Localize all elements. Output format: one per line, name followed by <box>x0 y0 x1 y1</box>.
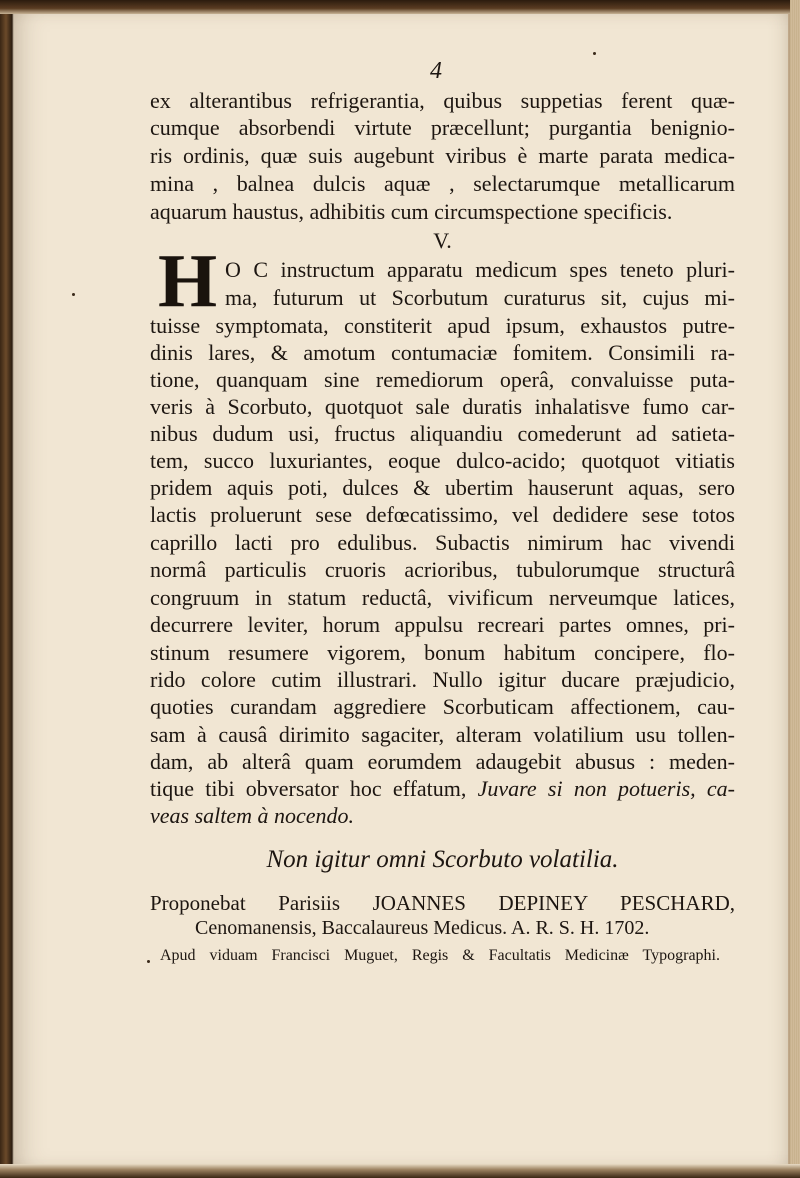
roman-text: tique tibi obversator hoc effatum, <box>150 776 467 801</box>
text-line: cumque absorbendi virtute præcellunt; purgantia benignio- <box>150 115 735 140</box>
text-line: veris à Scorbuto, quotquot sale duratis inhalatisve fumo car- <box>150 394 735 419</box>
ink-speck <box>147 960 150 963</box>
italic-maxim: Juvare si non potueris, ca- <box>477 776 735 801</box>
page-stack-edge <box>790 0 800 1178</box>
text-line: normâ particulis cruoris acrioribus, tubulorumque structurâ <box>150 557 735 582</box>
text-line-with-italic <box>150 776 735 801</box>
text-line: pridem aquis poti, dulces & ubertim hauserunt aquas, sero <box>150 475 735 500</box>
text-line: ex alterantibus refrigerantia, quibus suppetias ferent quæ- <box>150 88 735 113</box>
text-line: decurrere leviter, horum appulsu recreari partes omnes, pri- <box>150 612 735 637</box>
text-line: dinis lares, & amotum contumaciæ fomitem. Consimili ra- <box>150 340 735 365</box>
text-line: ris ordinis, quæ suis augebunt viribus è marte parata medica- <box>150 143 735 168</box>
drop-cap: H <box>157 239 218 323</box>
text-line: O C instructum apparatu medicum spes teneto pluri- <box>225 257 735 282</box>
imprint-author: Proponebat Parisiis JOANNES DEPINEY PESCHARD, <box>150 891 735 915</box>
ink-speck <box>593 52 596 55</box>
text-line: quoties curandam aggrediere Scorbuticam affectionem, cau- <box>150 694 735 719</box>
text-line: sam à causâ dirimito sagaciter, alteram volatilium usu tollen- <box>150 722 735 747</box>
imprint-printer: Apud viduam Francisci Muguet, Regis & Facultatis Medicinæ Typographi. <box>160 947 720 964</box>
text-line: lactis proluerunt sese defœcatissimo, vel dedidere sese totos <box>150 502 735 527</box>
text-line: congruum in statum reductâ, vivificum nerveumque latices, <box>150 585 735 610</box>
text-line: aquarum haustus, adhibitis cum circumspectione specificis. <box>150 199 673 224</box>
book-bottom-edge <box>0 1164 800 1178</box>
thesis-conclusion: Non igitur omni Scorbuto volatilia. <box>266 846 619 873</box>
text-line: tuisse symptomata, constiterit apud ipsum, exhaustos putre- <box>150 313 735 338</box>
text-line: mina , balnea dulcis aquæ , selectarumque metallicarum <box>150 171 735 196</box>
text-line: ma, futurum ut Scorbutum curaturus sit, cujus mi- <box>225 285 735 310</box>
text-line: tione, quanquam sine remediorum operâ, convaluisse puta- <box>150 367 735 392</box>
text-line: caprillo lacti pro edulibus. Subactis nimirum hac vivendi <box>150 530 735 555</box>
imprint-details: Cenomanensis, Baccalaureus Medicus. A. R. S. H. 1702. <box>195 917 650 939</box>
ink-speck <box>72 293 75 296</box>
text-line: stinum resumere vigorem, bonum habitum concipere, flo- <box>150 640 735 665</box>
page-number: 4 <box>430 58 442 84</box>
text-line: dam, ab alterâ quam eorumdem adaugebit abusus : meden- <box>150 749 735 774</box>
section-number: V. <box>433 228 452 253</box>
text-line: tem, succo luxuriantes, eoque dulco-acido; quotquot vitiatis <box>150 448 735 473</box>
book-top-edge <box>0 0 800 14</box>
text-line: nibus dudum usi, fructus aliquandiu comederunt ad satieta- <box>150 421 735 446</box>
text-line: rido colore cutim illustrari. Nullo igitur ducare præjudicio, <box>150 667 735 692</box>
italic-maxim-end: veas saltem à nocendo. <box>150 803 355 828</box>
